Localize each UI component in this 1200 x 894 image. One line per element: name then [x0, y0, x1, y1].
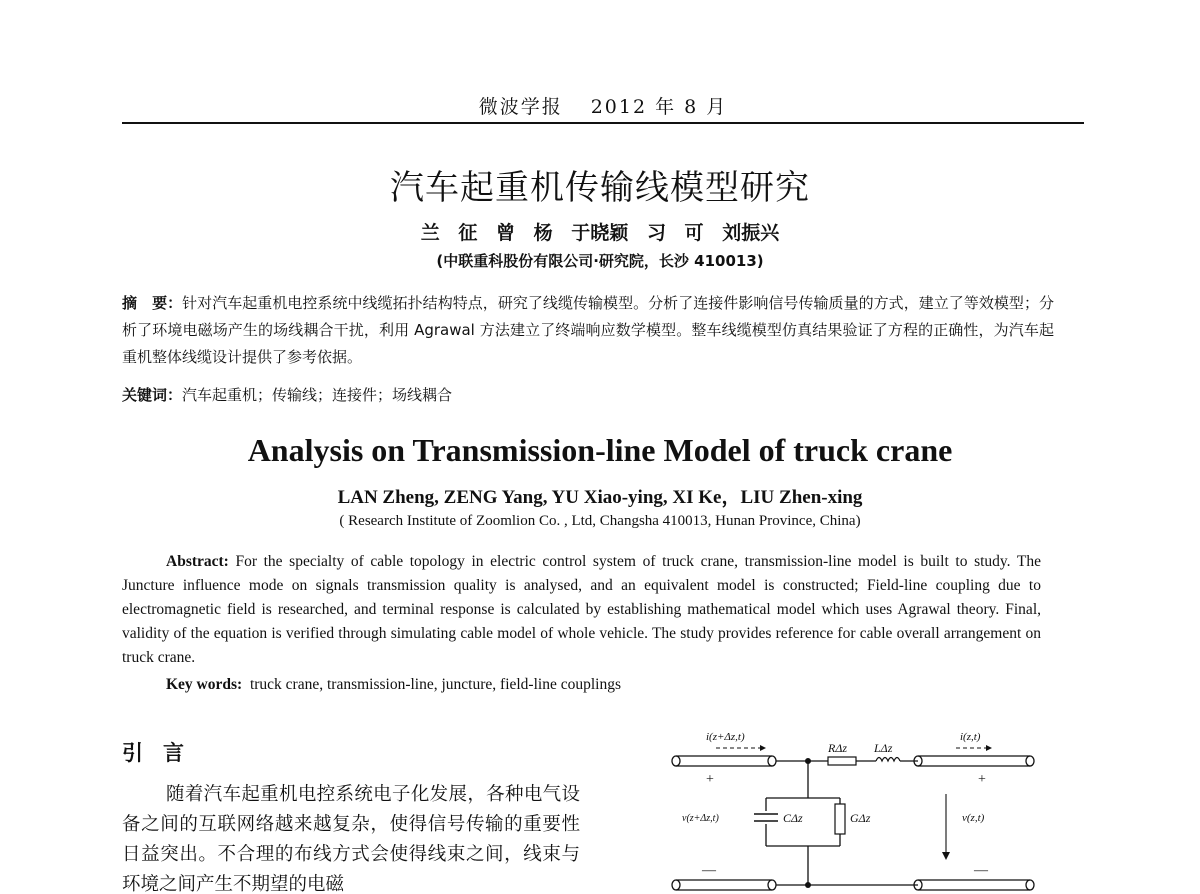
abstract-cn-text: 针对汽车起重机电控系统中线缆拓扑结构特点，研究了线缆传输模型。分析了连接件影响信号传输质量的方式，建立了等效模型；分析了环境电磁场产生的场线耦合干扰，利用 Agrawal 方法建立了终端响应数学模型。整车线缆模型仿真结果验证了方程的正确性，为汽车起重机整体线缆设计提供了参考依据。: [122, 294, 1054, 366]
author-cn: 刘振兴: [722, 222, 780, 244]
author-cn: 曾 杨: [496, 222, 553, 244]
author-cn: 习 可: [646, 222, 704, 244]
left-top-conductor: [672, 756, 776, 766]
author-cn: 于晓颖: [571, 222, 629, 244]
label-inductance: LΔz: [874, 741, 893, 755]
resistor-symbol: [828, 757, 856, 765]
conductance-symbol: [835, 804, 845, 834]
label-current-left: i(z+Δz,t): [706, 731, 745, 743]
label-plus-left: +: [706, 772, 714, 787]
running-header: [122, 84, 1084, 124]
issue-date: 2012 年 8 月: [590, 96, 728, 118]
keywords-en-text: truck crane, transmission-line, juncture, field-line couplings: [249, 676, 621, 693]
right-top-conductor: [914, 756, 1034, 766]
label-minus-right: —: [974, 863, 988, 878]
arrowhead: [942, 852, 950, 860]
section-heading-introduction: 引言: [122, 741, 204, 765]
arrowhead: [760, 745, 766, 751]
keywords-en-label: Key words:: [166, 676, 243, 693]
label-voltage-right: v(z,t): [962, 812, 985, 824]
label-voltage-left: v(z+Δz,t): [682, 813, 719, 824]
authors-chinese: [0, 218, 1200, 245]
title-english: Analysis on Transmission-line Model of truck crane: [247, 432, 953, 468]
label-minus-left: —: [702, 863, 716, 878]
circuit-diagram: [668, 726, 1040, 894]
abstract-english: [122, 550, 1041, 670]
right-bottom-conductor: [914, 880, 1034, 890]
keywords-cn-label: 关键词：: [122, 386, 183, 404]
keywords-chinese: [122, 384, 1054, 405]
authors-english: LAN Zheng, ZENG Yang, YU Xiao-ying, XI Ke，LIU Zhen-xing: [337, 487, 863, 508]
label-resistance: RΔz: [828, 741, 848, 755]
label-capacitance: CΔz: [783, 811, 803, 825]
inductor-symbol: [876, 758, 900, 762]
author-cn: 兰 征: [420, 222, 478, 244]
title-chinese: 汽车起重机传输线模型研究: [390, 168, 810, 208]
junction-dot: [805, 882, 811, 888]
left-bottom-conductor: [672, 880, 776, 890]
introduction-text: 随着汽车起重机电控系统电子化发展，各种电气设备之间的互联网络越来越复杂，使得信号传输的重要性日益突出。不合理的布线方式会使得线束之间，线束与环境之间产生不期望的电磁: [122, 784, 580, 894]
affiliation-chinese: (中联重科股份有限公司·研究院，长沙 410013): [436, 252, 764, 270]
affiliation-english: ( Research Institute of Zoomlion Co. , Ltd, Changsha 410013, Hunan Province, China): [339, 513, 861, 529]
arrowhead: [986, 745, 992, 751]
abstract-en-text: For the specialty of cable topology in electric control system of truck crane, transmission-line model is built to study. The Juncture influence mode on signals transmission quality is analysed, and an equivalent model is constructed; Field-line coupling due to electromagnetic field is researched, and terminal response is calculated by establishing mathematical model which uses Agrawal theory. Final, validity of the equation is verified through simulating cable model of whole vehicle. The study provides reference for cable overall arrangement on truck crane.: [122, 553, 1041, 666]
keywords-english: [166, 676, 1046, 694]
abstract-en-label: Abstract:: [166, 553, 229, 570]
label-plus-right: +: [978, 772, 986, 787]
label-conductance: GΔz: [850, 811, 871, 825]
abstract-cn-label: 摘 要：: [122, 294, 183, 312]
journal-name: 微波学报: [478, 96, 563, 118]
abstract-chinese: [122, 290, 1054, 371]
keywords-cn-text: 汽车起重机；传输线；连接件；场线耦合: [182, 386, 453, 404]
label-current-right: i(z,t): [960, 731, 981, 743]
